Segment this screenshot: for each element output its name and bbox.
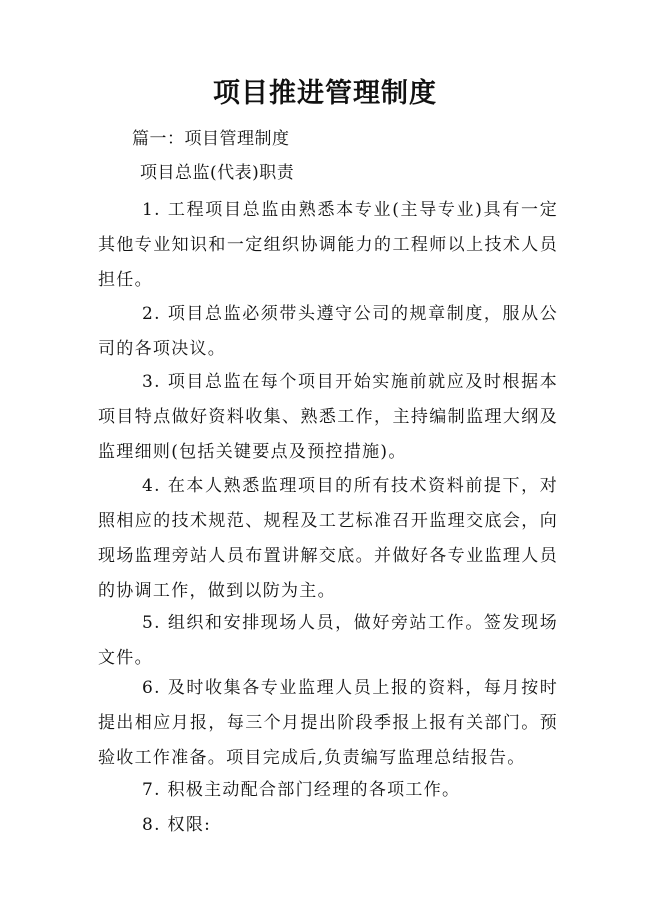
paragraph-1: 1. 工程项目总监由熟悉本专业(主导专业)具有一定其他专业知识和一定组织协调能力的工程师以上技术人员担任。 (98, 200, 558, 290)
paragraph-3: 3. 项目总监在每个项目开始实施前就应及时根据本项目特点做好资料收集、熟悉工作，主持编制监理大纲及监理细则(包括关键要点及预控措施)。 (98, 372, 558, 462)
section-heading: 篇一：项目管理制度 (132, 129, 290, 149)
paragraph-4: 4. 在本人熟悉监理项目的所有技术资料前提下，对照相应的技术规范、规程及工艺标准召开监理交底会，向现场监理旁站人员布置讲解交底。并做好各专业监理人员的协调工作，做到以防为主。 (98, 476, 558, 601)
paragraph-6: 6. 及时收集各专业监理人员上报的资料，每月按时提出相应月报，每三个月提出阶段季报上报有关部门。预验收工作准备。项目完成后,负责编写监理总结报告。 (98, 678, 558, 768)
paragraph-8: 8. 权限: (142, 815, 212, 835)
paragraph-5: 5. 组织和安排现场人员，做好旁站工作。签发现场文件。 (98, 613, 558, 668)
paragraph-7: 7. 积极主动配合部门经理的各项工作。 (142, 780, 461, 800)
document-title: 项目推进管理制度 (213, 78, 437, 109)
subheading: 项目总监(代表)职责 (140, 163, 295, 183)
paragraph-2: 2. 项目总监必须带头遵守公司的规章制度，服从公司的各项决议。 (98, 304, 558, 359)
